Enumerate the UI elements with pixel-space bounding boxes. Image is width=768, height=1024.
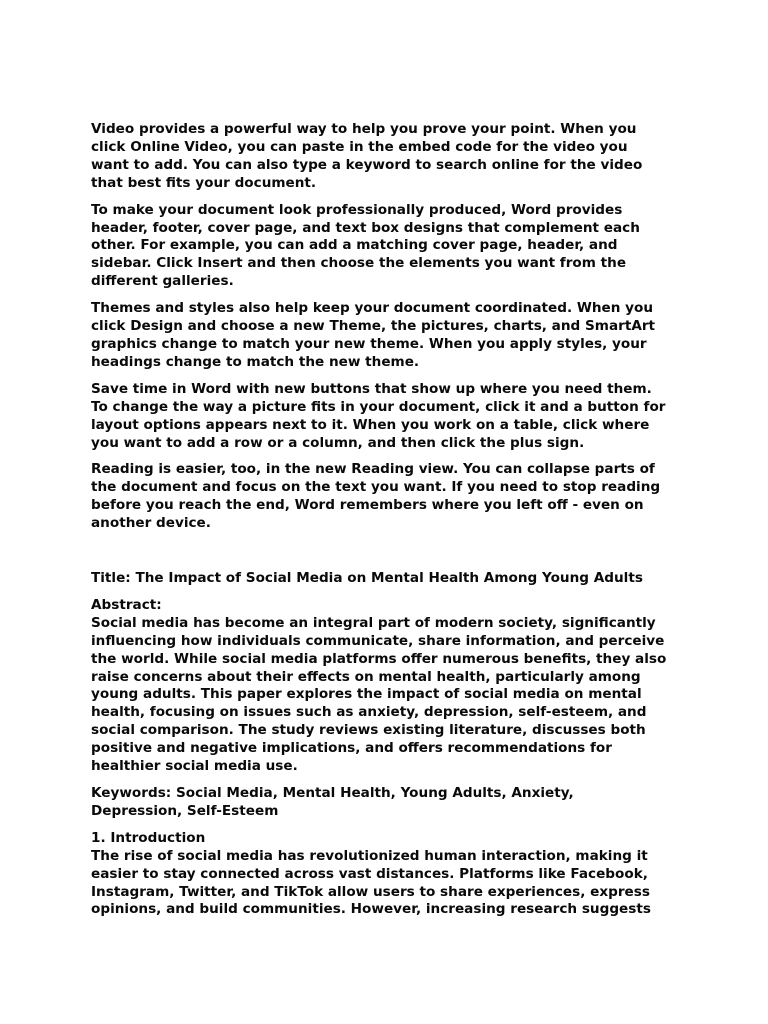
paragraph-video: Video provides a powerful way to help you prove your point. When you click Online Video, you can paste in the embed code for the video you want to add. You can also type a keyword to search online for the video that best fits your document.: [91, 121, 643, 191]
introduction-heading: 1. Introduction: [91, 829, 206, 846]
abstract-heading: Abstract:: [91, 596, 162, 613]
keywords: Keywords: Social Media, Mental Health, Young Adults, Anxiety, Depression, Self-Esteem: [91, 785, 574, 819]
paragraph-themes: Themes and styles also help keep your document coordinated. When you click Design and choose a new Theme, the pictures, charts, and SmartArt graphics change to match your new theme. When you apply styles, your headings change to match the new theme.: [91, 300, 656, 370]
abstract-body: Social media has become an integral part of modern society, significantly influencing how individuals communicate, share information, and perceive the world. While social media platforms offer numerous benefits, they also raise concerns about their effects on mental health, particularly among young adults. This paper explores the impact of social media on mental health, focusing on issues such as anxiety, depression, self-esteem, and social comparison. The study reviews existing literature, discusses both positive and negative implications, and offers recommendations for healthier social media use.: [91, 614, 667, 775]
paragraph-reading: Reading is easier, too, in the new Reading view. You can collapse parts of the document and focus on the text you want. If you need to stop reading before you reach the end, Word remembers where you left off - even on another device.: [91, 461, 661, 532]
paragraph-save-time: Save time in Word with new buttons that show up where you need them. To change the way a picture fits in your document, click it and a button for layout options appears next to it. When you work on a table, click where you want to add a row or a column, and then click the plus sign.: [91, 380, 666, 451]
introduction-body: The rise of social media has revolutionized human interaction, making it easier to stay connected across vast distances. Platforms like Facebook, Instagram, Twitter, and TikTok allow users to share experiences, express opinions, and build communities. However, increasing research suggests: [91, 847, 651, 918]
paper-title: Title: The Impact of Social Media on Mental Health Among Young Adults: [91, 570, 643, 587]
document-body: [91, 121, 691, 919]
paragraph-professional: To make your document look professionally produced, Word provides header, footer, cover page, and text box designs that complement each other. For example, you can add a matching cover page, header, and sidebar. Click Insert and then choose the elements you want from the different galleries.: [91, 201, 640, 290]
